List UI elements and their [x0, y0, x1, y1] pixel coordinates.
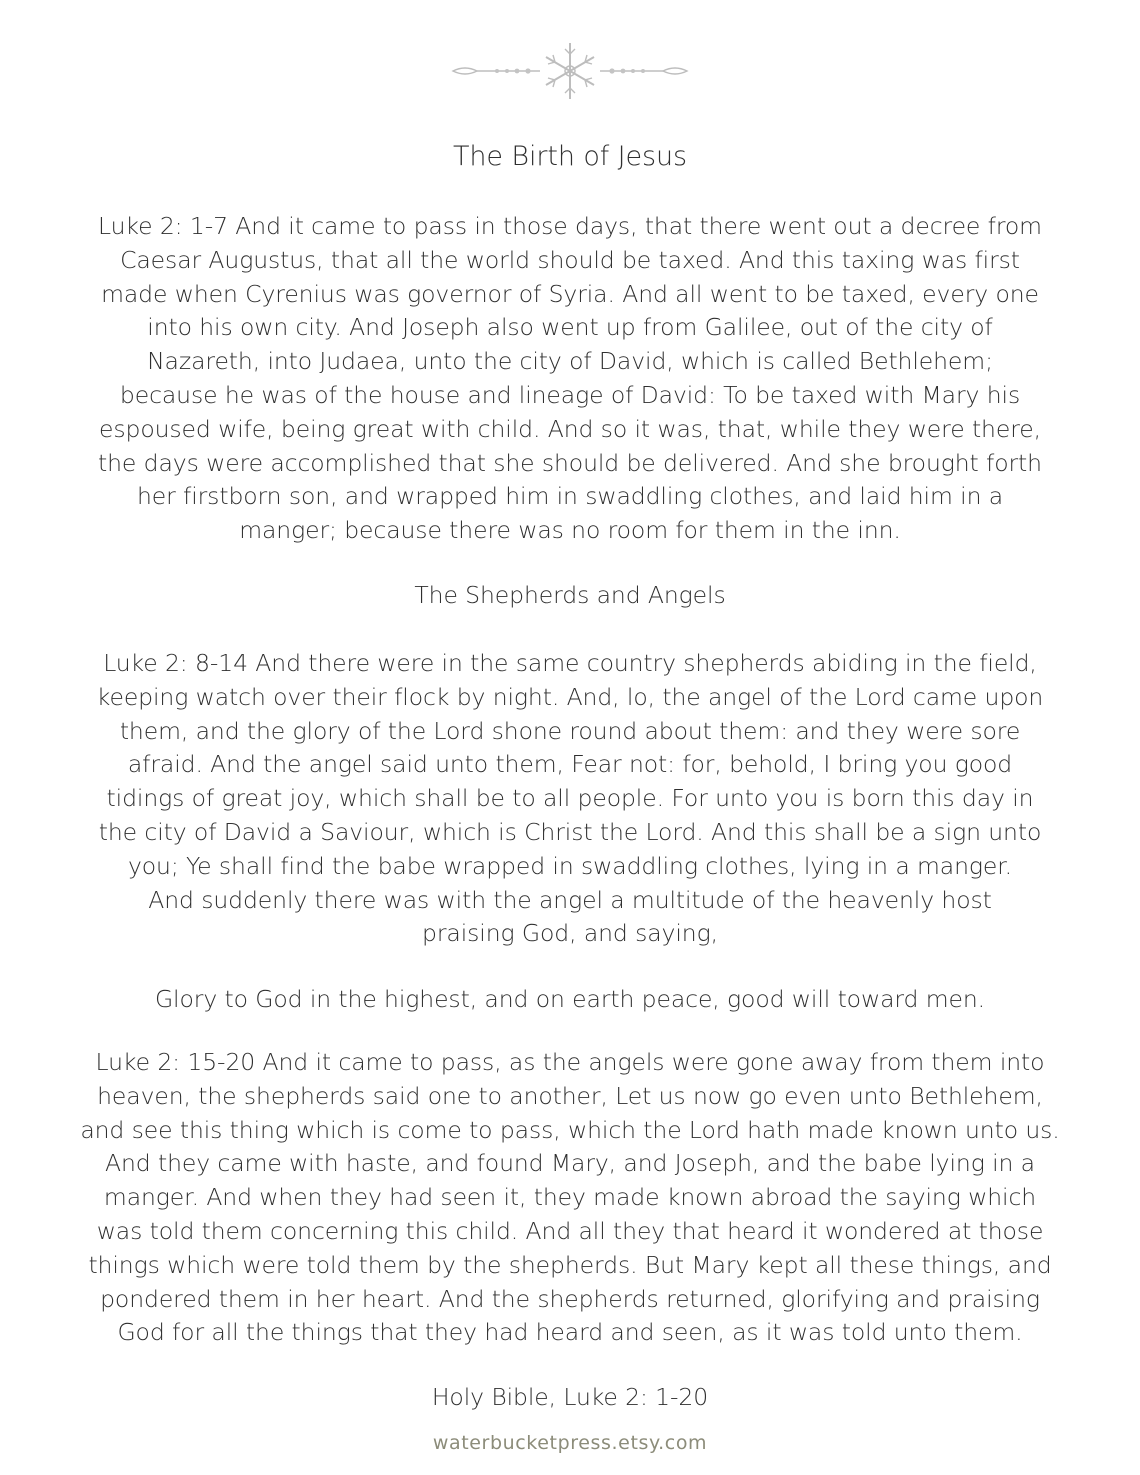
passage-line: And suddenly there was with the angel a multitude of the heavenly host: [148, 885, 992, 914]
passage-line: because he was of the house and lineage of David: To be taxed with Mary his: [119, 380, 1021, 409]
passage-line: and see this thing which is come to pass, which the Lord hath made known unto us.: [80, 1115, 1060, 1144]
passage-line: praising God, and saying,: [422, 919, 718, 948]
passage-line: keeping watch over their flock by night. And, lo, the angel of the Lord came upon: [96, 682, 1044, 711]
passage-line: things which were told them by the shepherds. But Mary kept all these things, and: [88, 1250, 1052, 1279]
passage-line: Luke 2: 1-7 And it came to pass in those days, that there went out a decree from: [98, 212, 1042, 240]
passage-line: the days were accomplished that she should be delivered. And she brought forth: [98, 448, 1042, 477]
passage-line: manger. And when they had seen it, they made known abroad the saying which: [103, 1183, 1037, 1212]
passage-line: the city of David a Saviour, which is Christ the Lord. And this shall be a sign unto: [98, 817, 1042, 846]
passage-line: was told them concerning this child. And all they that heard it wondered at those: [96, 1216, 1044, 1245]
passage-line: tidings of great joy, which shall be to all people. For unto you is born this day in: [106, 784, 1034, 813]
passage-line: afraid. And the angel said unto them, Fear not: for, behold, I bring you good: [127, 750, 1013, 779]
passage-line: them, and the glory of the Lord shone round about them: and they were sore: [119, 716, 1021, 745]
passage-line: into his own city. And Joseph also went up from Galilee, out of the city of: [147, 313, 993, 342]
passage-line: her firstborn son, and wrapped him in swaddling clothes, and laid him in a: [136, 482, 1004, 511]
passage-line: made when Cyrenius was governor of Syria. And all went to be taxed, every one: [101, 279, 1039, 308]
snowflake-divider-icon: [445, 38, 695, 104]
passage-line: Luke 2: 8-14 And there were in the same country shepherds abiding in the field,: [103, 649, 1037, 677]
passage-line: And they came with haste, and found Mary, and Joseph, and the babe lying in a: [105, 1149, 1035, 1178]
page-title: The Birth of Jesus: [453, 141, 687, 172]
glory-verse: Glory to God in the highest, and on earth peace, good will toward men.: [154, 985, 986, 1013]
passage-line: Nazareth, into Judaea, unto the city of David, which is called Bethlehem;: [147, 347, 993, 376]
passage-line: Luke 2: 15-20 And it came to pass, as the angels were gone away from them into: [95, 1048, 1045, 1076]
website-url: waterbucketpress.etsy.com: [432, 1432, 708, 1454]
passage-line: manger; because there was no room for them in the inn.: [239, 516, 901, 545]
passage-luke-2-1-7: [60, 210, 1080, 548]
passage-line: Caesar Augustus, that all the world should be taxed. And this taxing was first: [120, 245, 1020, 274]
section-heading: The Shepherds and Angels: [414, 581, 726, 609]
passage-luke-2-8-14: [60, 647, 1080, 951]
passage-line: you; Ye shall find the babe wrapped in swaddling clothes, lying in a manger.: [127, 851, 1013, 880]
scripture-reference: Holy Bible, Luke 2: 1-20: [431, 1383, 709, 1411]
passage-line: espoused wife, being great with child. And so it was, that, while they were there,: [99, 414, 1041, 443]
passage-line: heaven, the shepherds said one to another, Let us now go even unto Bethlehem,: [97, 1081, 1043, 1110]
passage-luke-2-15-20: [60, 1046, 1080, 1350]
passage-line: God for all the things that they had heard and seen, as it was told unto them.: [117, 1318, 1023, 1347]
passage-line: pondered them in her heart. And the shepherds returned, glorifying and praising: [100, 1284, 1040, 1313]
